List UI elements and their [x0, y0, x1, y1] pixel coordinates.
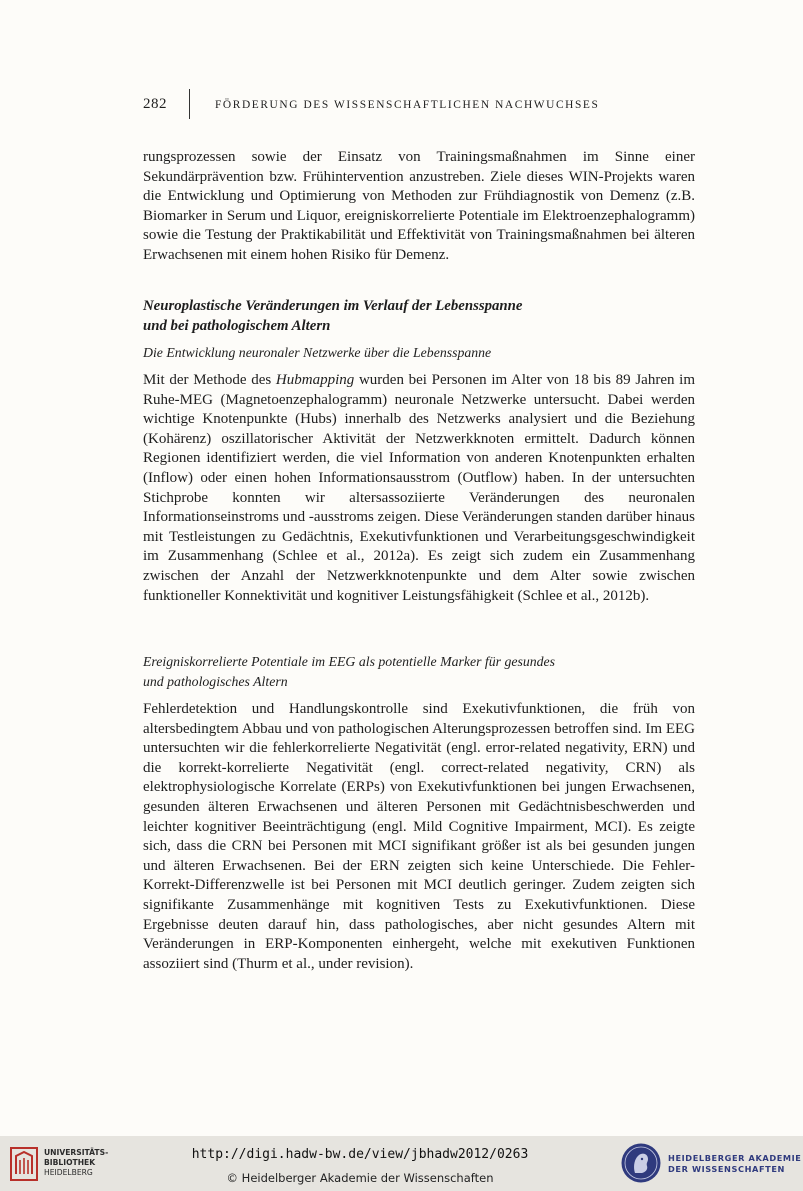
section-heading-line-2: und bei pathologischem Altern	[143, 318, 331, 334]
library-name-line-1: UNIVERSITÄTS-	[44, 1148, 109, 1157]
paragraph-2-after: wurden bei Personen im Alter von 18 bis 89 Jahren im Ruhe-MEG (Magnetoenzephalogramm) neuronale Netzwerke untersucht. Dabei werden wichtige Knotenpunkte (Hubs) innerhalb des Netzwerks analysiert und die Beziehung (Kohärenz) oszillatorischer Aktivität der Netzwerkknoten ermittelt. Dadurch können Regionen identifiziert werden, die viel Information von anderen Knotenpunkten erhalten (Inflow) oder einen hohen Informationsausstrom (Outflow) haben. In der untersuchten Stichprobe konnten wir altersassoziierte Veränderungen des neuronalen Informationseinstroms und -ausstroms zeigen. Diese Veränderungen standen darüber hinaus mit Testleistungen zu Gedächtnis, Exekutivfunktionen und Verarbeitungsgeschwindigkeit im Zusammenhang (Schlee et al., 2012a). Es zeigt sich zudem ein Zusammenhang zwischen der Anzahl der Netzwerkknotenpunkte und dem Alter sowie zwischen funktioneller Konnektivität und kognitiver Leistungsfähigkeit (Schlee et al., 2012b).	[143, 372, 696, 604]
subheading-2	[143, 652, 695, 692]
subheading-2-line-2: und pathologisches Altern	[143, 674, 288, 689]
academy-seal-icon	[620, 1142, 662, 1184]
permalink	[0, 1147, 720, 1162]
academy-logo[interactable]	[620, 1142, 800, 1186]
academy-name-line-2: DER WISSENSCHAFTEN	[668, 1164, 786, 1174]
paragraph-1	[143, 148, 695, 266]
copyright-notice: © Heidelberger Akademie der Wissenschaften	[226, 1171, 494, 1185]
page-number: 282	[143, 96, 167, 112]
paragraph-2-before: Mit der Methode des	[143, 372, 276, 388]
paragraph-1-text: rungsprozessen sowie der Einsatz von Trainingsmaßnahmen im Sinne einer Sekundärprävention bzw. Frühintervention anzustreben. Ziele dieses WIN-Projekts waren die Entwicklung und Optimierung von Methoden zur Frühdiagnostik von Demenz (z.B. Biomarker in Serum und Liquor, ereigniskorrelierte Potentiale im Elektroenzephalogramm) sowie die Testung der Praktikabilität und Effektivität von Trainingsmaßnahmen bei älteren Erwachsenen mit einem hohen Risiko für Demenz.	[143, 149, 695, 263]
paragraph-2-emphasis: Hubmapping	[275, 372, 355, 388]
section-heading	[143, 296, 695, 336]
academy-name-line-1: HEIDELBERGER AKADEMIE	[668, 1153, 802, 1163]
permalink-text[interactable]: http://digi.hadw-bw.de/view/jbhadw2012/0263	[191, 1147, 529, 1162]
library-name-line-3: HEIDELBERG	[44, 1168, 93, 1177]
paragraph-2	[143, 371, 695, 606]
subheading-1: Die Entwicklung neuronaler Netzwerke über die Lebensspanne	[143, 345, 492, 360]
subheading-2-line-1: Ereigniskorrelierte Potentiale im EEG als potentielle Marker für gesundes	[143, 654, 556, 669]
running-title: FÖRDERUNG DES WISSENSCHAFTLICHEN NACHWUCHSES	[215, 99, 600, 111]
header-divider	[189, 89, 190, 119]
viewer-footer	[0, 1136, 803, 1191]
paragraph-2-text	[143, 371, 695, 606]
paragraph-3-text: Fehlerdetektion und Handlungskontrolle sind Exekutivfunktionen, die früh von altersbedingtem Abbau und von pathologischen Alterungsprozessen betroffen sind. Im EEG untersuchten wir die fehlerkorrelierte Negativität (engl. error-related negativity, ERN) und die korrekt-korrelierte Negativität (engl. correct-related negativity, CRN) als elektrophysiologische Korrelate (ERPs) von Exekutivfunktionen bei jungen Erwachsenen, gesunden älteren Erwachsenen und älteren Personen mit Gedächtnisbeschwerden und leichter kognitiver Beeinträchtigung (engl. Mild Cognitive Impairment, MCI). Es zeigte sich, dass die CRN bei Personen mit MCI signifikant größer ist als bei gesunden jungen und älteren Erwachsenen. Bei der ERN zeigten sich keine Unterschiede. Die Fehler-Korrekt-Differenzwelle ist bei Personen mit MCI deutlich geringer. Zudem zeigten sich signifikante Zusammenhänge mit kognitiven Tests zu Exekutivfunktionen. Diese Ergebnisse deuten darauf hin, dass pathologisches, aber nicht gesundes Altern mit Veränderungen in ERP-Komponenten einhergeht, welche mit exekutiven Funktionen assoziiert sind (Thurm et al., under revision).	[143, 701, 695, 972]
academy-name	[668, 1153, 802, 1175]
paragraph-3	[143, 700, 695, 974]
page-header	[143, 94, 695, 124]
library-name-line-2: BIBLIOTHEK	[44, 1158, 96, 1167]
section-heading-line-1: Neuroplastische Veränderungen im Verlauf der Lebensspanne	[143, 298, 523, 314]
